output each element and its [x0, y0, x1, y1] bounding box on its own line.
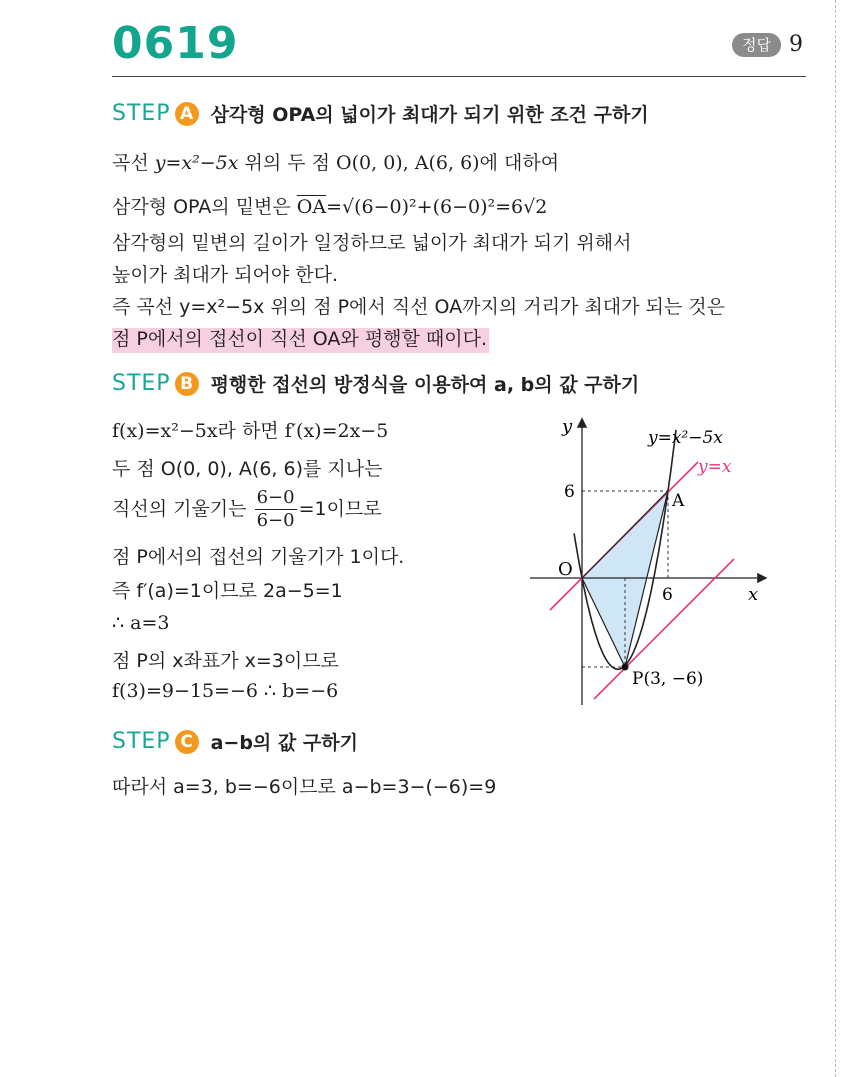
step-a-line-1-mid: 위의 두 점	[238, 152, 337, 174]
step-a-label: STEP	[112, 101, 171, 126]
parabola-graph	[520, 410, 780, 710]
problem-number: 0619	[112, 18, 239, 69]
step-b-title: 평행한 접선의 방정식을 이용하여 a, b의 값 구하기	[210, 374, 640, 396]
point-a-label: A	[672, 491, 685, 511]
tick-x-6: 6	[662, 585, 673, 605]
slope-denominator: 6−0	[256, 510, 295, 531]
step-a-badge: A	[175, 102, 199, 126]
tick-y-6: 6	[564, 482, 575, 502]
step-a-line-5: 즉 곡선 y=x²−5x 위의 점 P에서 직선 OA까지의 거리가 최대가 되는 것은	[112, 296, 725, 318]
highlighted-condition: 점 P에서의 접선이 직선 OA와 평행할 때이다.	[112, 328, 489, 353]
slope-numerator: 6−0	[256, 487, 295, 508]
answer-box	[732, 32, 803, 57]
step-a-title: 삼각형 OPA의 넓이가 최대가 되기 위한 조건 구하기	[210, 104, 649, 126]
step-a-line-2	[112, 192, 547, 219]
step-c-label: STEP	[112, 729, 171, 754]
answer-badge: 정답	[732, 33, 781, 57]
step-b-line-2: 두 점 O(0, 0), A(6, 6)를 지나는	[112, 458, 383, 480]
step-a-header	[112, 100, 649, 127]
page-edge-dashed-line	[835, 0, 836, 1077]
step-a-line-2-pre: 삼각형 OPA의 밑변은	[112, 196, 297, 218]
step-b-line-3	[112, 487, 382, 532]
step-a-line-1-points: O(0, 0), A(6, 6)	[336, 152, 480, 174]
step-c-header	[112, 728, 358, 755]
step-b-line-1-text: f(x)=x²−5x라 하면 f′(x)=2x−5	[112, 420, 389, 442]
step-b-line-3-pre: 직선의 기울기는	[112, 498, 253, 520]
step-a-line-1	[112, 148, 559, 175]
curve-label: y=x²−5x	[648, 428, 723, 448]
answer-value: 9	[789, 32, 803, 57]
step-b-line-1	[112, 416, 388, 443]
step-b-line-8: f(3)=9−15=−6 ∴ b=−6	[112, 680, 339, 702]
step-c-title: a−b의 값 구하기	[210, 732, 358, 754]
origin-label: O	[558, 559, 573, 580]
line-label: y=x	[698, 457, 732, 477]
step-b-line-6: ∴ a=3	[112, 612, 170, 634]
slope-fraction	[255, 487, 297, 532]
step-b-badge: B	[175, 372, 199, 396]
step-a-line-1-post: 에 대하여	[479, 152, 560, 174]
step-b-line-3-post: =1이므로	[298, 498, 382, 520]
step-b-header	[112, 370, 639, 397]
y-axis-label: y	[562, 416, 573, 437]
step-c-line-1: 따라서 a=3, b=−6이므로 a−b=3−(−6)=9	[112, 776, 497, 798]
step-a-line-1-pre: 곡선	[112, 152, 155, 174]
step-a-line-1-math: y=x²−5x	[154, 152, 239, 174]
step-b-line-4: 점 P에서의 접선의 기울기가 1이다.	[112, 546, 405, 568]
step-b-line-7: 점 P의 x좌표가 x=3이므로	[112, 650, 339, 672]
step-a-line-3: 삼각형의 밑변의 길이가 일정하므로 넓이가 최대가 되기 위해서	[112, 232, 632, 254]
step-a-line-6	[112, 324, 489, 351]
step-b-label: STEP	[112, 371, 171, 396]
point-p	[622, 664, 629, 671]
header-rule	[112, 76, 806, 77]
step-a-line-4: 높이가 최대가 되어야 한다.	[112, 264, 339, 286]
step-b-line-5: 즉 f′(a)=1이므로 2a−5=1	[112, 580, 343, 602]
x-axis-label: x	[748, 584, 759, 605]
point-p-label: P(3, −6)	[632, 669, 704, 689]
step-c-badge: C	[175, 730, 199, 754]
step-a-line-2-equation: =√(6−0)²+(6−0)²=6√2	[326, 196, 548, 218]
segment-oa: $\overline{OA}$	[296, 196, 327, 218]
